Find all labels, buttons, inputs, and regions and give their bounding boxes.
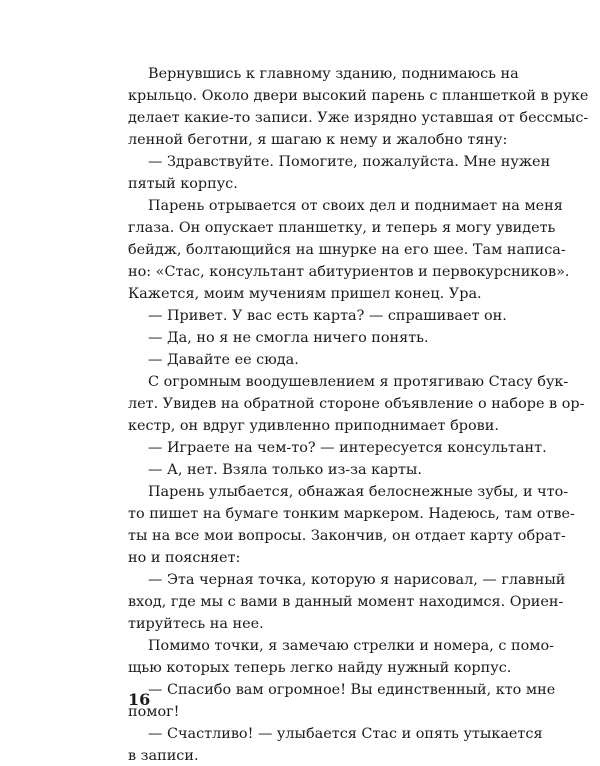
text-line: Парень улыбается, обнажая белоснежные зубы, и что-	[148, 484, 569, 500]
text-line: Помимо точки, я замечаю стрелки и номера, с помо-	[148, 638, 555, 654]
text-line: пятый корпус.	[128, 176, 238, 192]
text-line: бейдж, болтающийся на шнурке на его шее. Там написа-	[128, 242, 566, 258]
text-line: тируйтесь на нее.	[128, 616, 264, 632]
text-line: — Счастливо! — улыбается Стас и опять утыкается	[148, 726, 543, 742]
text-line: в записи.	[128, 748, 199, 764]
text-line: — Эта черная точка, которую я нарисовал, — главный	[148, 572, 566, 588]
text-line: глаза. Он опускает планшетку, и теперь я могу увидеть	[128, 220, 556, 236]
text-line: — Давайте ее сюда.	[148, 352, 299, 368]
page-number: 16	[128, 690, 151, 709]
text-line: вход, где мы с вами в данный момент находимся. Ориен-	[128, 594, 564, 610]
text-line: но: «Стас, консультант абитуриентов и первокурсников».	[128, 264, 570, 280]
text-line: лет. Увидев на обратной стороне объявление о наборе в ор-	[128, 396, 585, 412]
text-line: то пишет на бумаге тонким маркером. Надеюсь, там отве-	[128, 506, 575, 522]
text-line: — Да, но я не смогла ничего понять.	[148, 330, 429, 346]
text-line: помог!	[128, 704, 180, 720]
text-line: Кажется, моим мучениям пришел конец. Ура.	[128, 286, 482, 302]
text-line: — А, нет. Взяла только из-за карты.	[148, 462, 422, 478]
text-line: крыльцо. Около двери высокий парень с планшеткой в руке	[128, 88, 589, 104]
text-line: но и поясняет:	[128, 550, 241, 566]
text-line: — Здравствуйте. Помогите, пожалуйста. Мне нужен	[148, 154, 551, 170]
text-line: ленной беготни, я шагаю к нему и жалобно тяну:	[128, 132, 508, 148]
text-line: делает какие-то записи. Уже изрядно уставшая от бессмыс-	[128, 110, 589, 126]
text-line: щью которых теперь легко найду нужный корпус.	[128, 660, 512, 676]
text-line: С огромным воодушевлением я протягиваю Стасу бук-	[148, 374, 569, 390]
text-line: кестр, он вдруг удивленно приподнимает брови.	[128, 418, 499, 434]
text-line: ты на все мои вопросы. Закончив, он отдает карту обрат-	[128, 528, 566, 544]
text-line: — Спасибо вам огромное! Вы единственный, кто мне	[148, 682, 556, 698]
text-line: Парень отрывается от своих дел и поднимает на меня	[148, 198, 563, 214]
text-line: — Играете на чем-то? — интересуется консультант.	[148, 440, 547, 456]
text-line: — Привет. У вас есть карта? — спрашивает он.	[148, 308, 507, 324]
text-line: Вернувшись к главному зданию, поднимаюсь на	[148, 66, 519, 82]
